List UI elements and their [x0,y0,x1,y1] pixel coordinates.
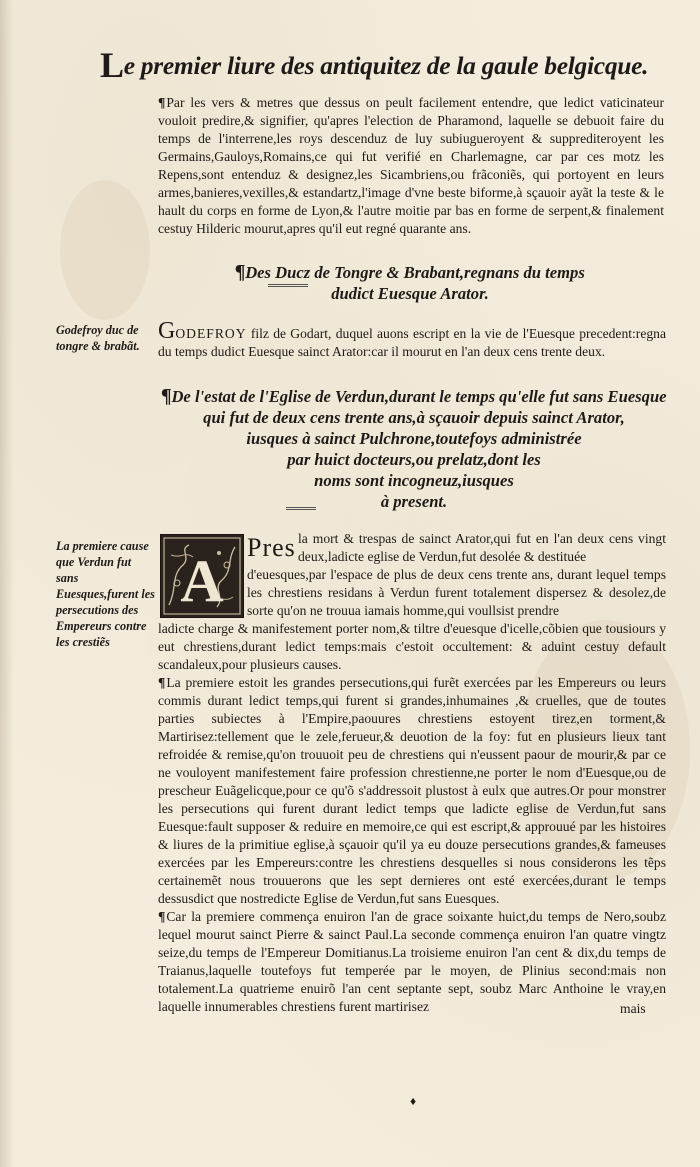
body-text-beside-initial [247,566,666,620]
pilcrow-mark: ¶ [158,909,166,924]
heading-pilcrow: ¶ [161,385,172,407]
initial-word: Pres [247,533,296,562]
body-paragraph: La premiere estoit les grandes persecutions,qui furẽt exercées par les Empereurs ou leurs commis durant ledict temps,qui furent si grandes,inhumaines ,& cruelles, que de toutes parties subiectes à l'Empire,paouures chrestiens estoyent tirez,en torment,& Martirisez:tellement que le zele,ferueur,& deuotion de la foy: fut en plusieurs lieux tant refroidée & remise,qu'on trouuoit peu de chrestiens qui n'eussent paour de mourir,& par ce ne vouloyent manifestement faire profession chrestienne,ne porter le nom d'Euesque,ou de prescheur Euãgelicque,pour ce qu'õ s'addressoit plustost à eulx que autres.Or pour monstrer les persecutions qui furent durant ledict temps que ladicte eglise de Verdun,fut sans Euesque:fault supposer & reduire en memoire,ce qui est escript,& approuué par les histoires & liures de la primitiue eglise,à sçauoir qu'il ya eu douze persecutions grandes,& fameuses exercées par les Empereurs:contre les chrestiens desquelles si nous considerons les tẽps certainemẽt nous trouuerons que les sept dernieres ont esté exercées,durant le temps dessusdict que nostredicte Eglise de Verdun,fut sans Euesques. [158,675,666,906]
body-paragraph: Car la premiere commença enuiron l'an de grace soixante huict,du temps de Nero,soubz lequel mourut sainct Pierre & sainct Paul.La seconde commença enuiron l'an quatre vingtz seize,du temps de l'Empereur Domitianus.La troisieme enuiron l'an cent & dix,du temps de Traianus,laquelle toutefoys fut temperée par le moyen, de Plinius second:mais non totalement.La quatrieme enuirõ l'an cent septante sept, soubz Marc Anthoine le vray,en laquelle innumerables chrestiens furent martirisez [158,909,666,1014]
intro-paragraph [158,94,664,238]
marginal-note-persecutions: La premiere cause que Verdun fut sans Euesques,furent les persecutions des Empereurs contre les crestiẽs [56,539,155,649]
heading-line: qui fut de deux cens trente ans,à sçauoir depuis sainct Arator, [203,408,625,427]
heading-line: Des Ducz de Tongre & Brabant,regnans du temps [245,263,585,282]
paper-stain [60,180,150,320]
name-caps: ODEFROY [175,326,247,341]
catchword: mais [620,1001,646,1016]
heading-line: par huict docteurs,ou prelatz,dont les [287,450,541,469]
initial-letter: G [158,318,176,344]
body-text-top-content: la mort & trespas de sainct Arator,qui fut en l'an deux cens vingt deux,ladicte eglise de Verdun,fut desolée & destituée [298,531,666,564]
heading-line: dudict Euesque Arator. [331,284,489,303]
heading-line: noms sont incogneuz,iusques [314,471,514,490]
body-text-top [298,530,666,566]
godefroy-text: filz de Godart, duquel auons escript en la vie de l'Euesque precedent:regna du temps dudict Euesque sainct Arator:car il mourut en l'an deux cens trente deux. [158,326,666,359]
body-text-mid-content: d'euesques,par l'espace de plus de deux cens trente ans, durant lequel temps les chrestiens residans à Verdun furent totalement dispersez & desolez,de sorte qu'on ne trouua iamais homme,qui voullsist prendre [247,567,666,618]
marginal-note-godefroy: Godefroy duc de tongre & brabãt. [56,323,140,353]
gutter-shadow [0,0,14,1167]
body-text-main [158,620,666,1016]
ornate-initial-artwork [161,535,243,617]
pilcrow-mark: ¶ [158,675,166,690]
intro-text: Par les vers & metres que dessus on peult facilement entendre, que ledict vaticinateur vouloit predire,& signifier, qu'apres l'election de Pharamond, laquelle se debuoit faire du temps de l'interrene,les roys descenduz de luy subiugueroyent & supprediteroyent les Germains,Gauloys,Romains,ce qui fut verifié en Charlemagne, car par ces motz les Repens,sont entenduz & designez,les Sicambriens,ou frãconiẽs, qui portoyent en leurs armes,banieres,vexilles,& estandartz,l'image d'vne beste biforme,à sçauoir ayãt la teste & le hault du corps en forme de Lyon,& l'autre moitie par bas en forme de serpent,& finalement cestuy Hilderic mourut,apres qu'il eut regné quarante ans. [158,95,664,236]
heading-line: De l'estat de l'Eglise de Verdun,durant le temps qu'elle fut sans Euesque [171,387,667,406]
ornament-rule [286,506,316,510]
running-head-initial: L [100,45,124,85]
running-head-text: e premier liure des antiquitez de la gaule belgicque. [123,51,649,80]
page-mark: ♦ [410,1094,417,1108]
running-head [100,45,680,85]
decorated-initial-a-icon [160,534,244,618]
heading-pilcrow: ¶ [235,261,246,283]
heading-line: iusques à sainct Pulchrone,toutefoys administrée [246,429,582,448]
initial-letter-glyph: A [180,548,224,614]
heading-line: à present. [380,492,448,511]
body-paragraph: ladicte charge & manifestement porter nom,& tiltre d'euesque d'icelle,cõbien que tousiours y eut chrestiens,durant ledict temps:mais c'estoit occultement: & aduint cestuy default scandaleux,pour plusieurs causes. [158,621,666,672]
ornament-rule [268,283,308,287]
godefroy-paragraph [158,318,666,361]
pilcrow-mark: ¶ [158,95,166,110]
section-heading-verdun [160,386,668,512]
